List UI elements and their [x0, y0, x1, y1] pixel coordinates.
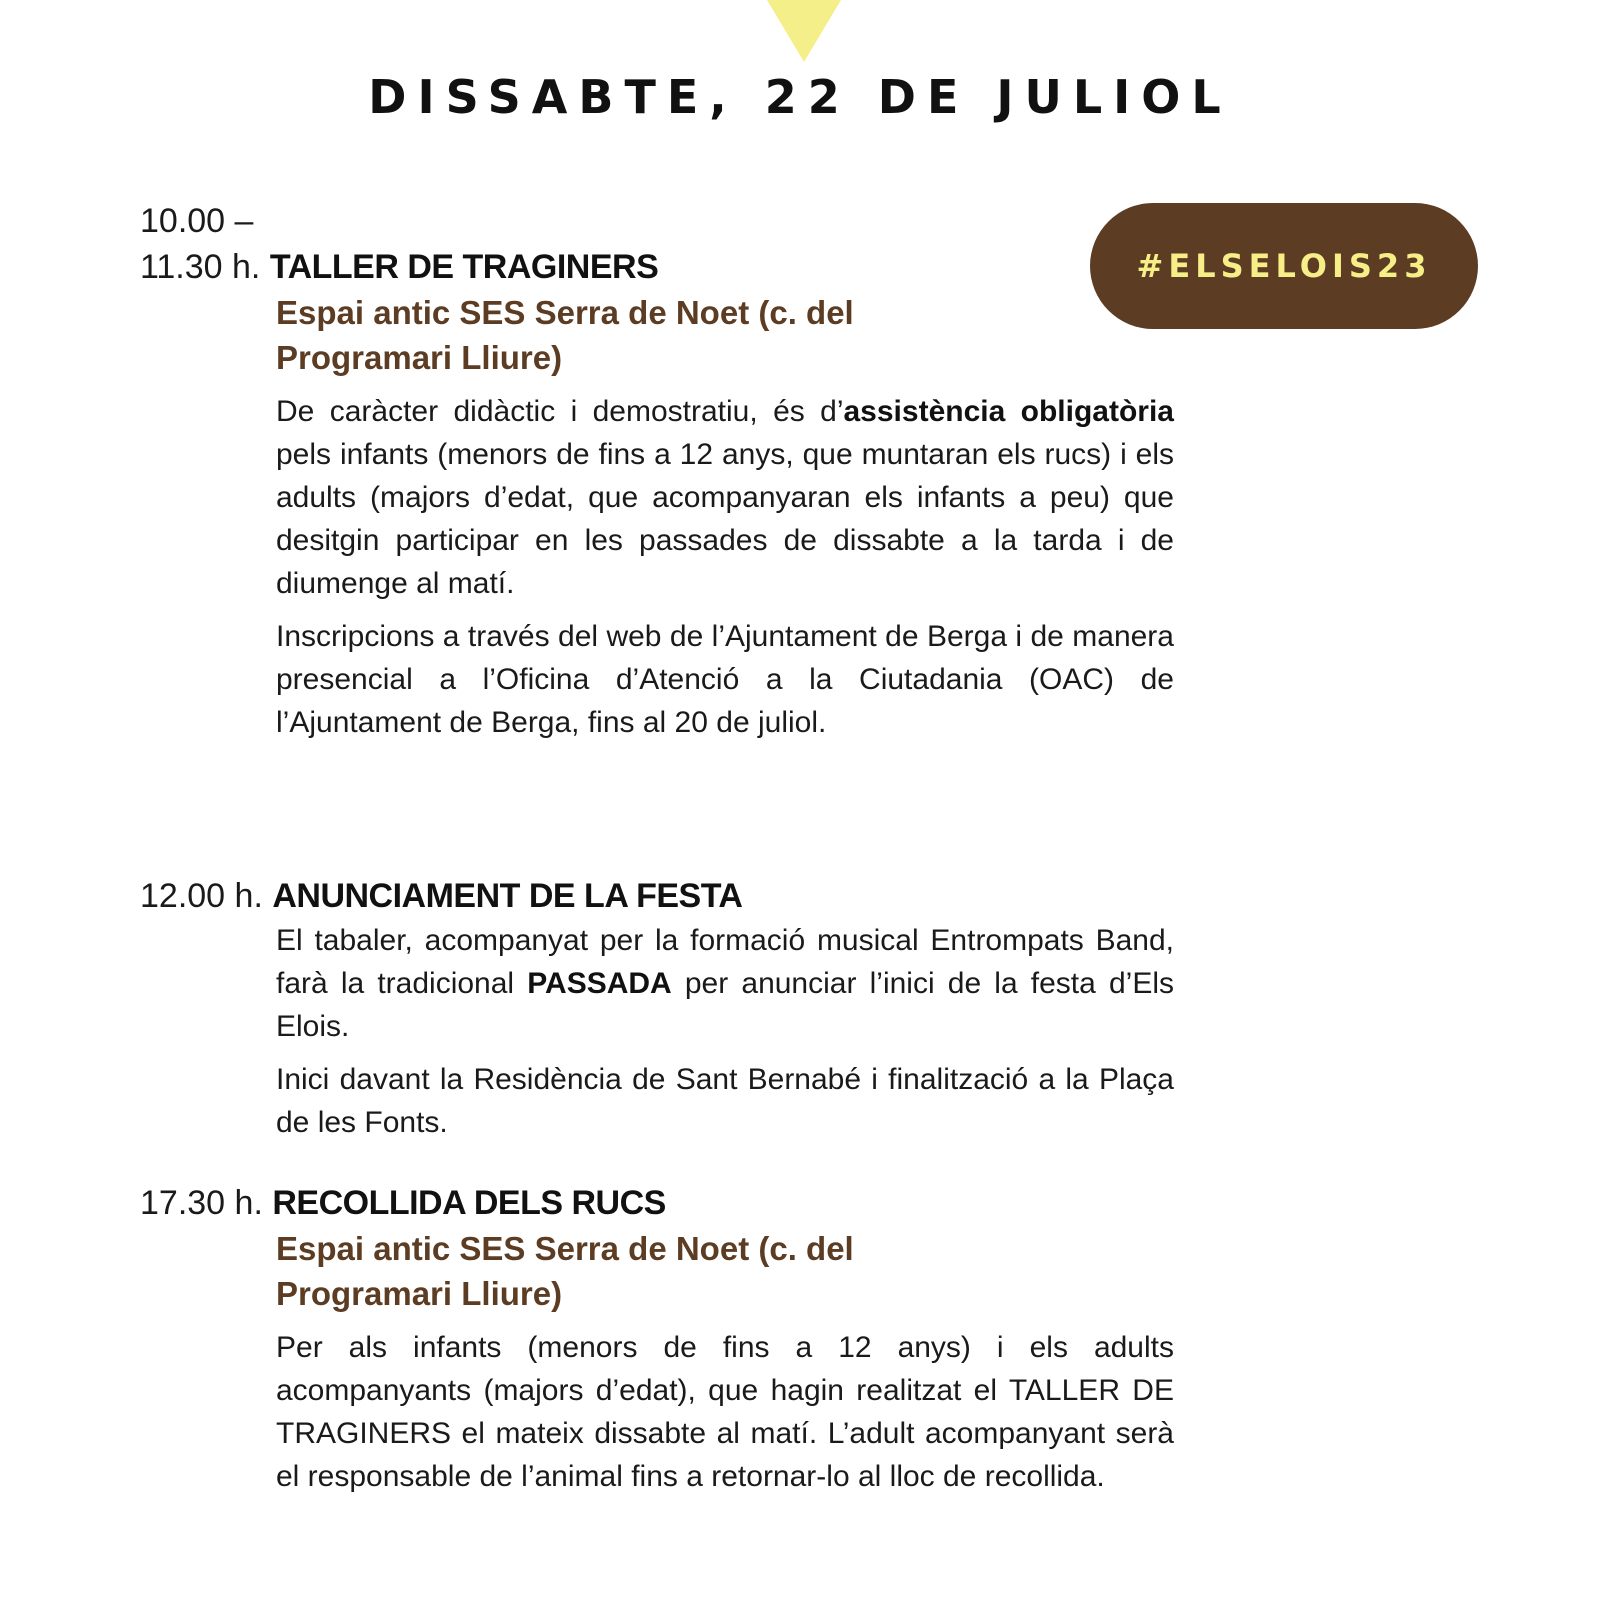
- event-location: Espai antic SES Serra de Noet (c. del Programari Lliure): [276, 1230, 854, 1312]
- event-body: [276, 290, 1174, 744]
- decorative-triangle: [767, 0, 841, 62]
- event-time-end: 11.30 h.: [140, 248, 261, 286]
- description-text: De caràcter didàctic i demostratiu, és d’: [276, 395, 844, 428]
- event-body: [276, 1226, 1174, 1498]
- event-description: [276, 390, 1174, 605]
- event-header: [140, 873, 1040, 919]
- description-text: pels infants (menors de fins a 12 anys, que muntaran els rucs) i els adults (majors d’edat, que acompanyaran els infants a peu) que desitgin participar en les passades de dissabte a la tarda i de diumenge al matí.: [276, 438, 1174, 600]
- event-time-start: 10.00 –: [140, 202, 254, 240]
- event-time: 17.30 h.: [140, 1184, 263, 1222]
- event-location: Espai antic SES Serra de Noet (c. del Programari Lliure): [276, 294, 854, 376]
- page-title: DISSABTE, 22 DE JULIOL: [368, 70, 1232, 124]
- description-emphasis: PASSADA: [527, 967, 672, 1000]
- event-description: Per als infants (menors de fins a 12 anys) i els adults acompanyants (majors d’edat), que hagin realitzat el TALLER DE TRAGINERS el mateix dissabte al matí. L’adult acompanyant serà el responsable de l’animal fins a retornar-lo al lloc de recollida.: [276, 1331, 1174, 1493]
- event-body: [276, 919, 1174, 1144]
- event-anunciament-de-la-festa: [140, 873, 1175, 1154]
- event-registration-info: Inscripcions a través del web de l’Ajuntament de Berga i de manera presencial a l’Oficina d’Atenció a la Ciutadania (OAC) de l’Ajuntament de Berga, fins al 20 de juliol.: [276, 620, 1174, 739]
- description-emphasis: assistència obligatòria: [843, 395, 1174, 428]
- event-taller-de-traginers: [140, 198, 1174, 754]
- event-time: 12.00 h.: [140, 877, 263, 915]
- event-header: [140, 1180, 1040, 1226]
- event-title: ANUNCIAMENT DE LA FESTA: [272, 877, 743, 915]
- hashtag-badge: #ELSELOIS23: [1090, 203, 1478, 329]
- event-header: [140, 198, 1040, 290]
- event-recollida-dels-rucs: [140, 1180, 1174, 1508]
- event-route-info: Inici davant la Residència de Sant Bernabé i finalització a la Plaça de les Fonts.: [276, 1063, 1174, 1139]
- event-title: RECOLLIDA DELS RUCS: [272, 1184, 666, 1222]
- description-text: El tabaler, acompanyat per la formació musical Entrompats Band, farà la tradicional: [276, 924, 1174, 1000]
- description-text: per anunciar l’inici de la festa d’Els Elois.: [276, 967, 1175, 1043]
- event-description: [276, 919, 1174, 1048]
- event-title: TALLER DE TRAGINERS: [269, 248, 659, 286]
